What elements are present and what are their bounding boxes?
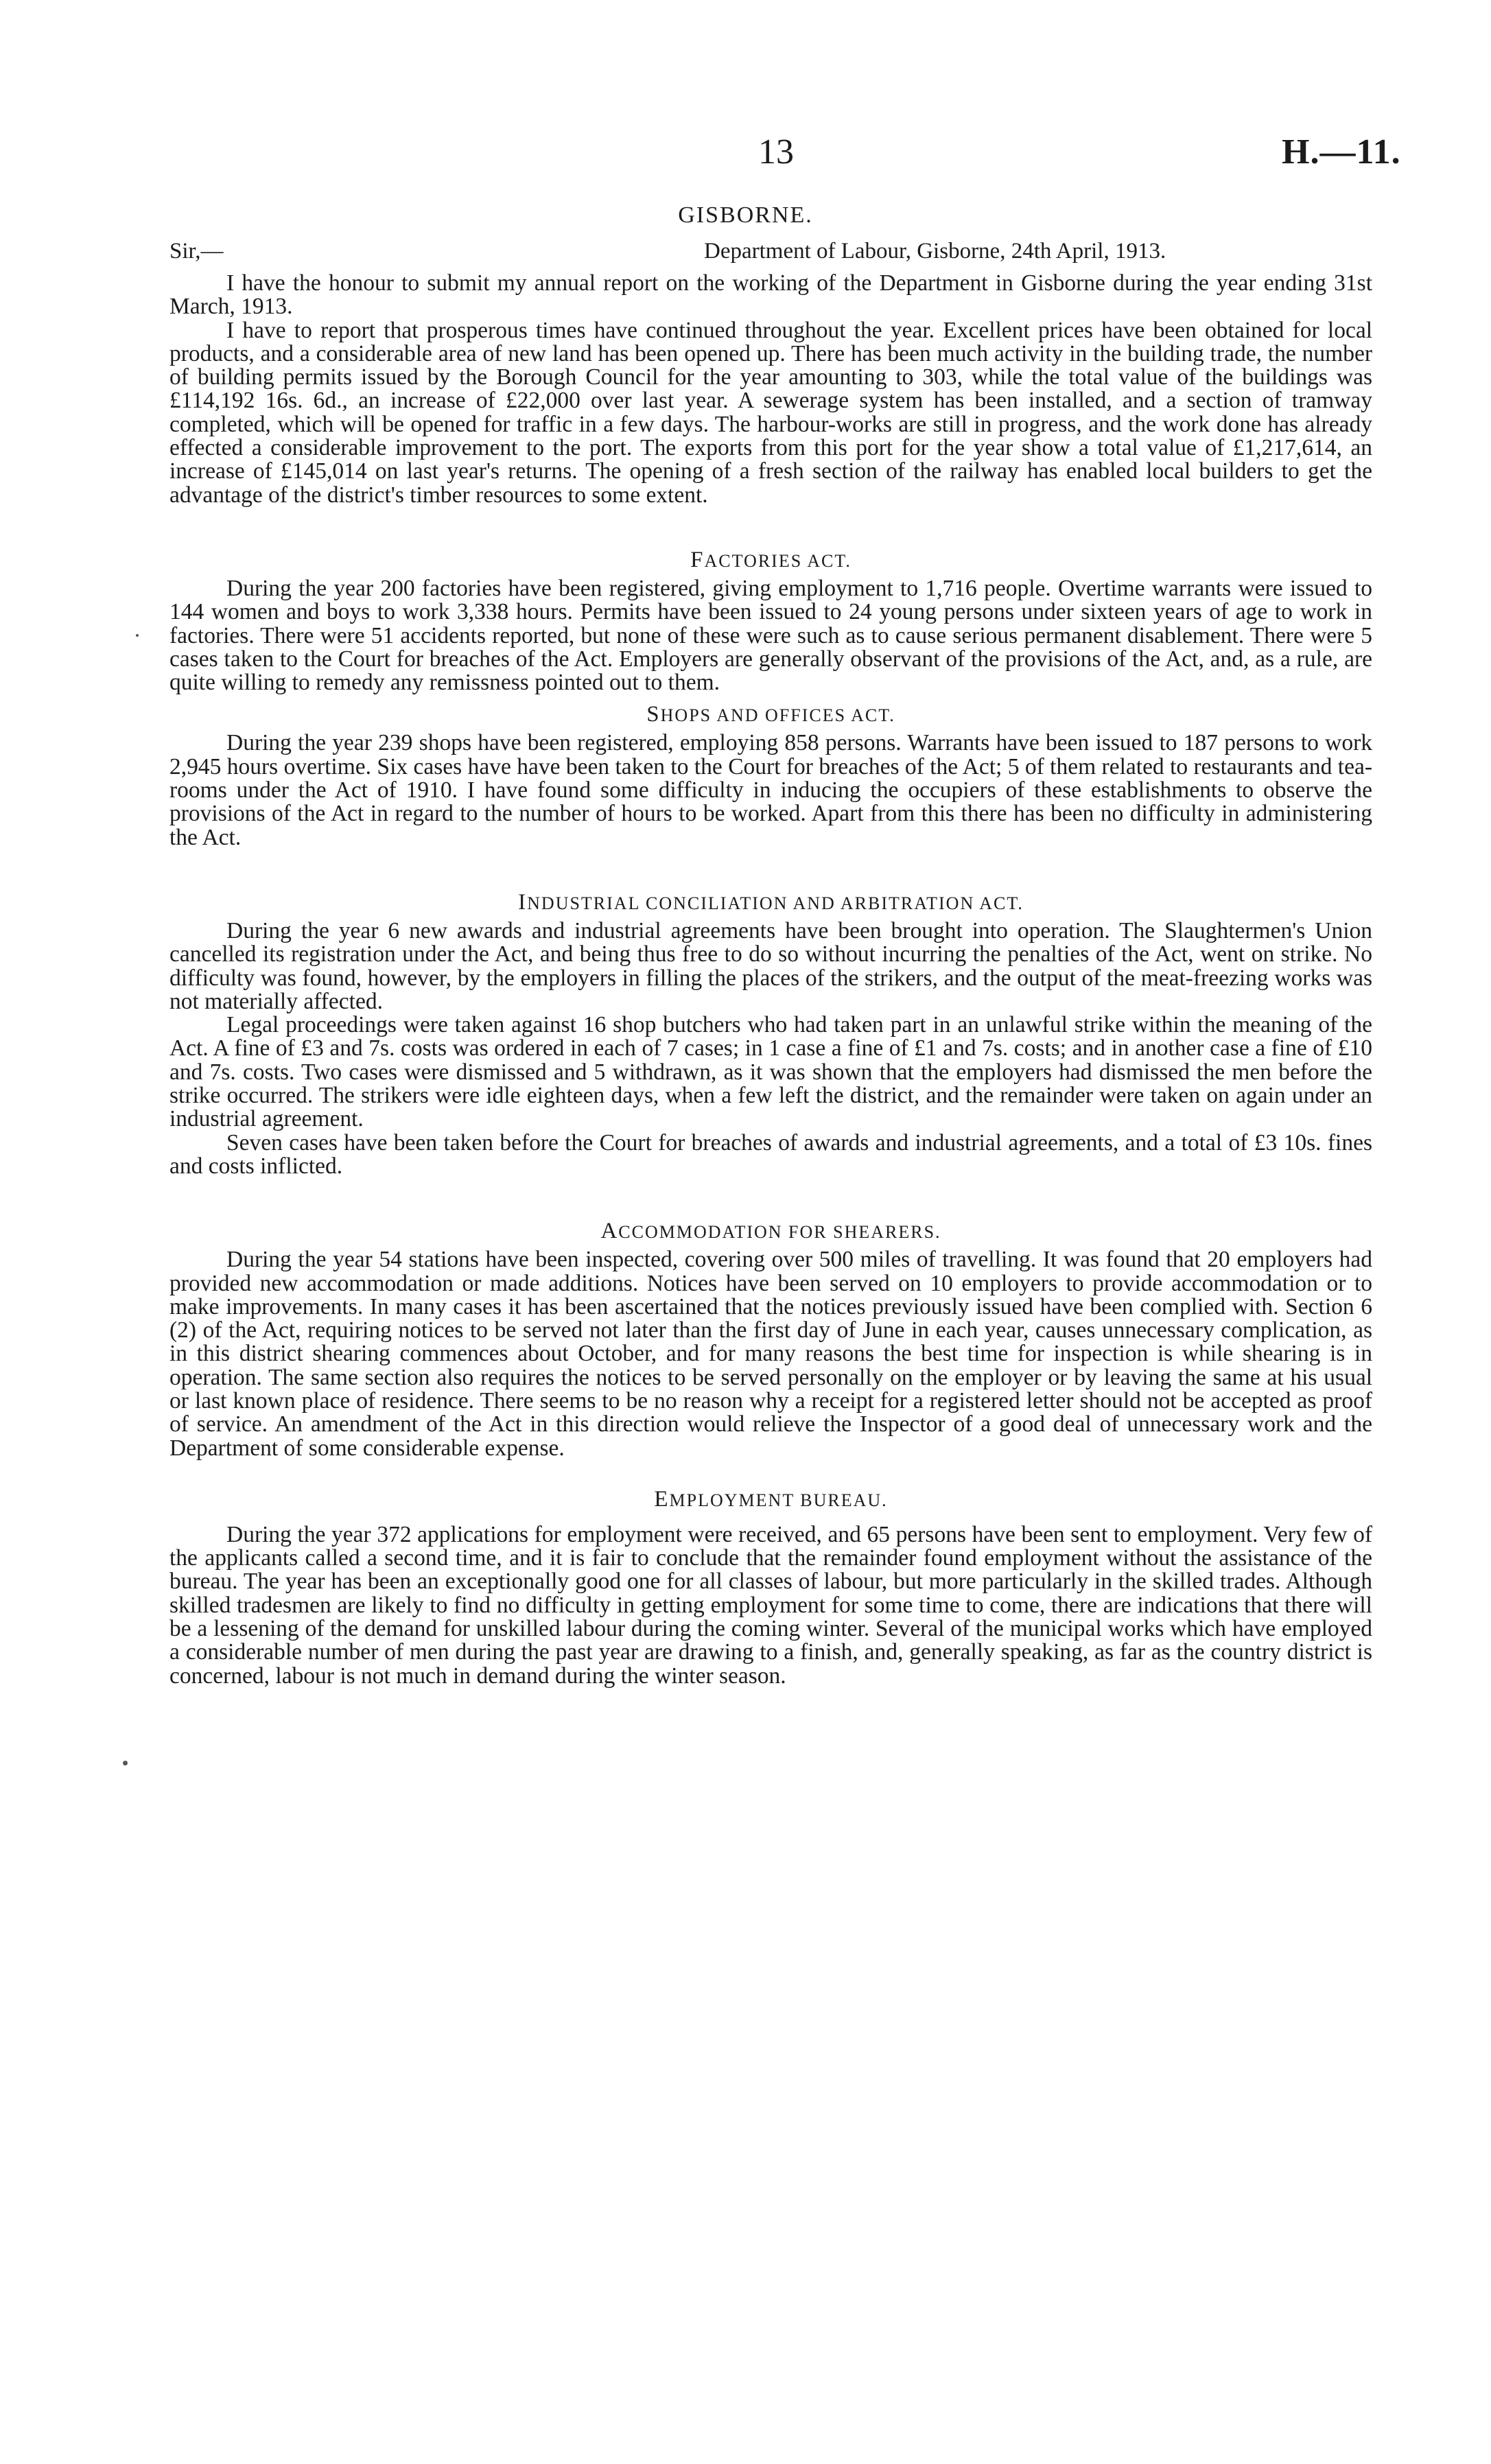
- page-number: 13: [758, 132, 794, 172]
- intro-paragraph: I have to report that prosperous times have continued throughout the year. Excellent prices have been obtained for local products, and a considerable area of new land has been opened up. There has been much activity in the building trade, the number of building permits issued by the Borough Council for the year amounting to 303, while the total value of the buildings was £114,192 16s. 6d., an increase of £22,000 over last year. A sewerage system has been installed, and a section of tramway completed, which will be opened for traffic in a few days. The harbour-works are still in progress, and the work done has already effected a considerable improvement to the port. The exports from this port for the year show a total value of £1,217,614, an increase of £145,014 on last year's returns. The opening of a fresh section of the railway has enabled local builders to get the advantage of the district's timber resources to some extent.: [169, 317, 1372, 508]
- report-body: [169, 272, 1372, 1688]
- margin-speck: [136, 634, 139, 637]
- margin-speck: [123, 1761, 128, 1765]
- section-heading-industrial-conciliation-act: INDUSTRIAL CONCILIATION AND ARBITRATION ACT.: [518, 889, 1024, 915]
- industrial-act-paragraph: During the year 6 new awards and industrial agreements have been brought into operation. The Slaughtermen's Union cancelled its registration under the Act, and being thus free to do so without incurring the penalties of the Act, went on strike. No difficulty was found, however, by the employers in filling the places of the strikers, and the output of the meat-freezing works was not materially affected.: [169, 917, 1372, 1014]
- employment-bureau-paragraph: During the year 372 applications for employment were received, and 65 persons have been sent to employment. Very few of the applicants called a second time, and it is fair to conclude that the remainder found employment without the assistance of the bureau. The year has been an exceptionally good one for all classes of labour, but more particularly in the skilled trades. Although skilled tradesmen are likely to find no difficulty in getting employment for some time to come, there are indications that there will be a lessening of the demand for unskilled labour during the coming winter. Several of the municipal works which have employed a considerable number of men during the past year are drawing to a finish, and, generally speaking, as far as the country district is concerned, labour is not much in demand during the winter season.: [169, 1521, 1372, 1689]
- shops-and-offices-act-paragraph: During the year 239 shops have been registered, employing 858 persons. Warrants have been issued to 187 persons to work 2,945 hours overtime. Six cases have have been taken to the Court for breaches of the Act; 5 of them related to restaurants and tea-rooms under the Act of 1910. I have found some difficulty in inducing the occupiers of these establishments to observe the provisions of the Act in regard to the number of hours to be worked. Apart from this there has been no difficulty in administering the Act.: [169, 730, 1372, 850]
- accommodation-paragraph: During the year 54 stations have been inspected, covering over 500 miles of travelling. It was found that 20 employers had provided new accommodation or made additions. Notices have been served on 10 employers to provide accommodation or to make improvements. In many cases it has been ascertained that the notices previously issued have been complied with. Section 6 (2) of the Act, requiring notices to be served not later than the first day of June in each year, causes unnecessary complication, as in this district shearing commences about October, and for many reasons the best time for inspection is while shearing is in operation. The same section also requires the notices to be served personally on the employer or by leaving the same at his usual or last known place of residence. There seems to be no reason why a receipt for a registered letter should not be accepted as proof of service. An amendment of the Act in this direction would relieve the Inspector of a good deal of unnecessary work and the Department of some considerable expense.: [169, 1247, 1372, 1461]
- document-reference: H.—11.: [1282, 132, 1401, 172]
- section-heading-accommodation-for-shearers: ACCOMMODATION FOR SHEARERS.: [600, 1219, 941, 1244]
- section-heading-employment-bureau: EMPLOYMENT BUREAU.: [654, 1486, 888, 1512]
- section-heading-shops-and-offices-act: SHOPS AND OFFICES ACT.: [646, 702, 895, 727]
- salutation-line: [169, 239, 1372, 269]
- industrial-act-paragraph: Legal proceedings were taken against 16 shop butchers who had taken part in an unlawful strike within the meaning of the Act. A fine of £3 and 7s. costs was ordered in each of 7 cases; in 1 case a fine of £1 and 7s. costs; and in another case a fine of £10 and 7s. costs. Two cases were dismissed and 5 withdrawn, as it was shown that the employers had dismissed the men before the strike occurred. The strikers were idle eighteen days, when a few left the district, and the remainder were taken on again under an industrial agreement.: [169, 1012, 1372, 1132]
- page-header: [0, 132, 1491, 180]
- salutation: Sir,—: [169, 239, 224, 263]
- dateline: Department of Labour, Gisborne, 24th April, 1913.: [704, 239, 1166, 263]
- industrial-act-paragraph: Seven cases have been taken before the Court for breaches of awards and industrial agreements, and a total of £3 10s. fines and costs inflicted.: [169, 1129, 1372, 1179]
- intro-paragraph: I have the honour to submit my annual report on the working of the Department in Gisborne during the year ending 31st March, 1913.: [169, 270, 1372, 320]
- section-heading-factories-act: FACTORIES ACT.: [690, 547, 852, 572]
- report-title: GISBORNE.: [678, 202, 813, 228]
- factories-act-paragraph: During the year 200 factories have been registered, giving employment to 1,716 people. Overtime warrants were issued to 144 women and boys to work 3,338 hours. Permits have been issued to 24 young persons under sixteen years of age to work in factories. There were 51 accidents reported, but none of these were such as to cause serious permanent disablement. There were 5 cases taken to the Court for breaches of the Act. Employers are generally observant of the provisions of the Act, and, as a rule, are quite willing to remedy any remissness pointed out to them.: [169, 575, 1372, 696]
